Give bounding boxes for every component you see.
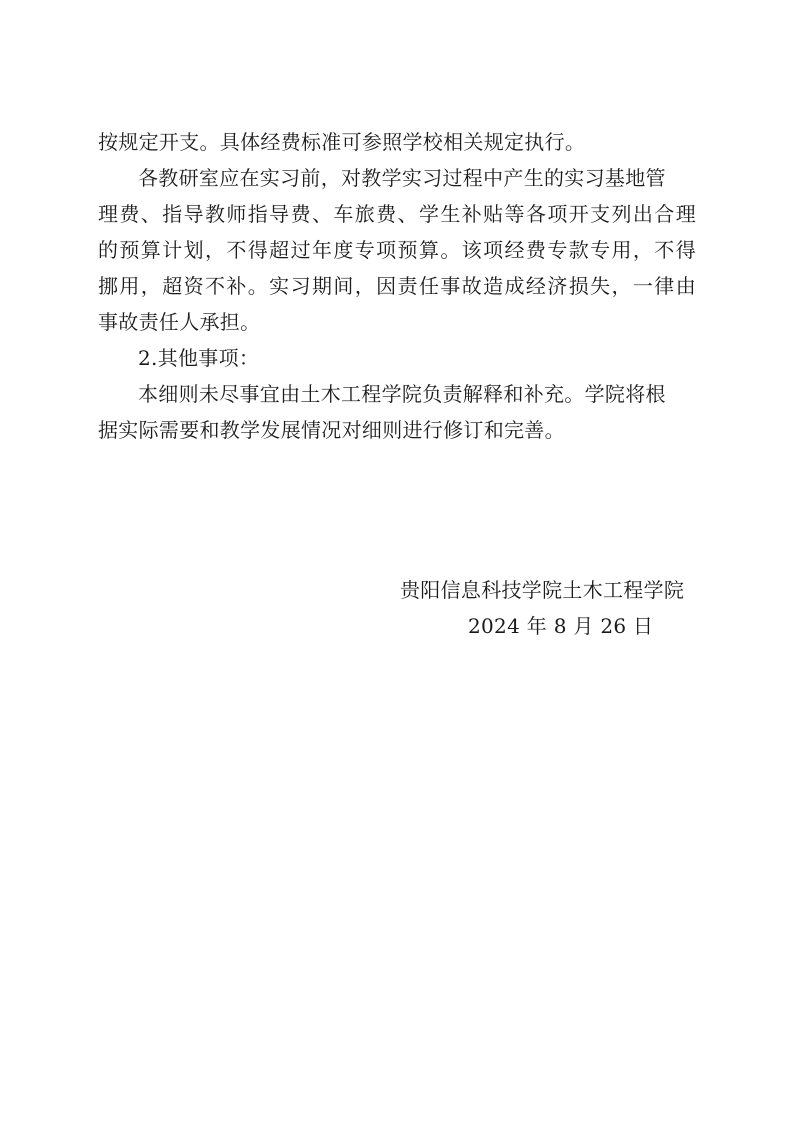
signature-organization: 贵阳信息科技学院土木工程学院 bbox=[400, 578, 685, 602]
paragraph-2-line-5: 事故责任人承担。 bbox=[98, 310, 261, 334]
paragraph-1-line-1: 按规定开支。具体经费标准可参照学校相关规定执行。 bbox=[98, 130, 586, 154]
paragraph-2-line-1: 各教研室应在实习前，对教学实习过程中产生的实习基地管 bbox=[138, 166, 666, 190]
paragraph-2-line-3: 的预算计划，不得超过年度专项预算。该项经费专款专用，不得 bbox=[98, 238, 696, 262]
signature-date: 2024 年 8 月 26 日 bbox=[468, 614, 654, 638]
section-heading: 2.其他事项： bbox=[138, 346, 260, 370]
paragraph-3-line-2: 据实际需要和教学发展情况对细则进行修订和完善。 bbox=[98, 418, 565, 442]
paragraph-2-line-2: 理费、指导教师指导费、车旅费、学生补贴等各项开支列出合理 bbox=[98, 202, 696, 226]
paragraph-2-line-4: 挪用，超资不补。实习期间，因责任事故造成经济损失，一律由 bbox=[98, 274, 696, 298]
paragraph-3-line-1: 本细则未尽事宜由土木工程学院负责解释和补充。学院将根 bbox=[138, 382, 666, 406]
